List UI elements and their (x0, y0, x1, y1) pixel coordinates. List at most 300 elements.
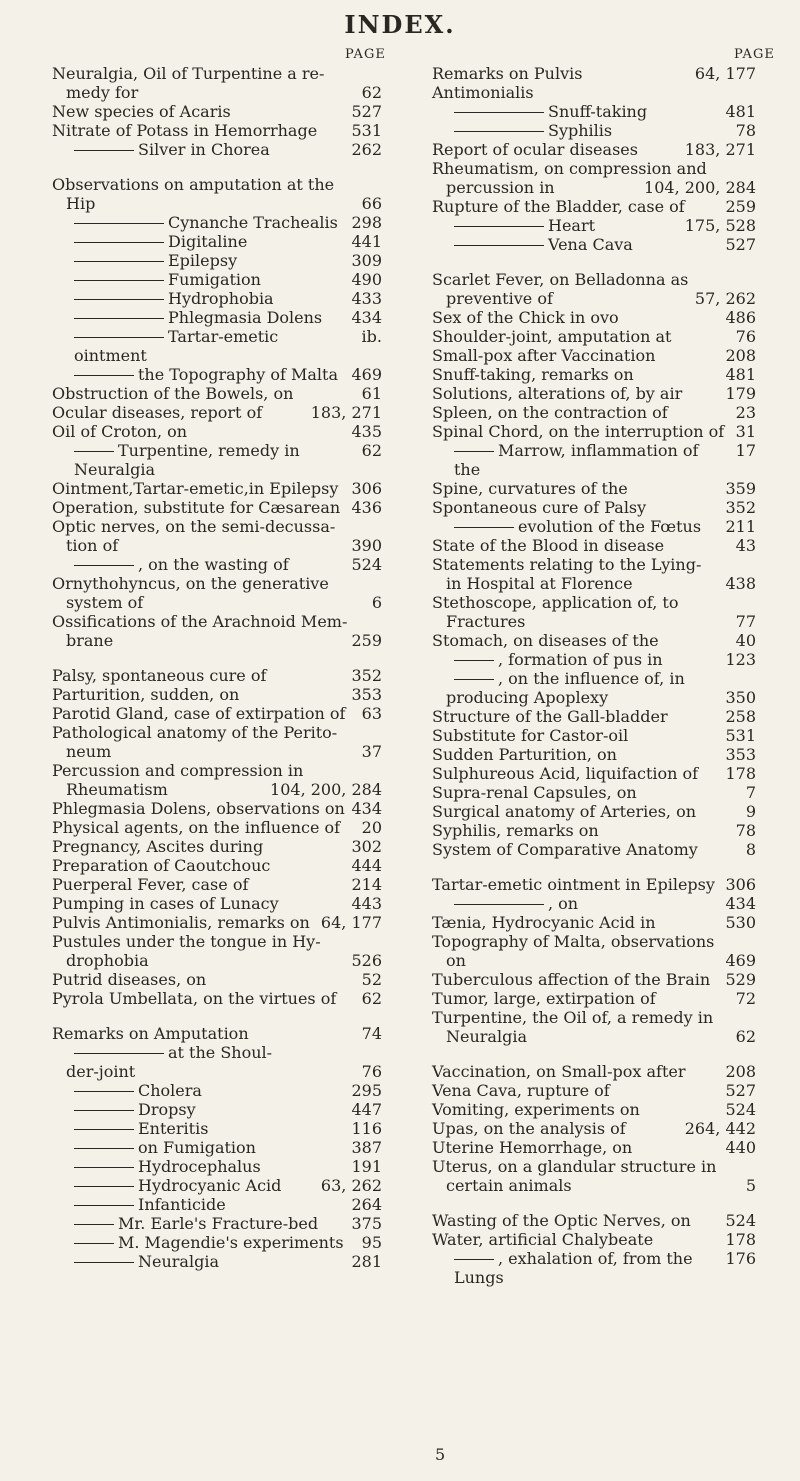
index-entry (432, 422, 756, 441)
entry-label: Topography of Malta, observations (432, 932, 715, 951)
entry-label: Pathological anatomy of the Perito- (52, 723, 338, 742)
entry-page-number: 52 (361, 970, 382, 989)
entry-text (432, 441, 730, 479)
ditto-rule (74, 1110, 134, 1111)
index-entry (52, 894, 382, 913)
ditto-rule (74, 1053, 164, 1054)
entry-text (432, 308, 719, 327)
index-entry (432, 64, 756, 102)
entry-label: Substitute for Castor-oil (432, 726, 629, 745)
entry-page-number: 486 (725, 308, 756, 327)
entry-text (432, 669, 756, 688)
index-entry (432, 970, 756, 989)
entry-text (52, 631, 345, 650)
entry-page-number: 490 (351, 270, 382, 289)
entry-text (432, 178, 638, 197)
entry-text (432, 1062, 719, 1081)
entry-text (432, 1138, 719, 1157)
entry-page-number: 526 (351, 951, 382, 970)
entry-label: Hydrocephalus (138, 1157, 261, 1176)
entry-page-number: 31 (735, 422, 756, 441)
entry-page-number: 178 (725, 1230, 756, 1249)
entry-page-number: 350 (725, 688, 756, 707)
index-entry (52, 102, 382, 121)
entry-label: Surgical anatomy of Arteries, on (432, 802, 697, 821)
entry-label: Ocular diseases, report of (52, 403, 263, 422)
ditto-rule (454, 131, 544, 132)
entry-text (52, 64, 382, 83)
entry-text (432, 802, 740, 821)
entry-text (432, 1008, 756, 1027)
index-entry (432, 726, 756, 745)
entry-label: Small-pox after Vaccination (432, 346, 656, 365)
ditto-rule (454, 245, 544, 246)
entry-label: , on (548, 894, 579, 913)
entry-text (432, 612, 730, 631)
entry-page-number: ib. (361, 327, 382, 346)
ditto-rule (74, 565, 134, 566)
ditto-rule (454, 226, 544, 227)
entry-page-number: 298 (351, 213, 382, 232)
index-entry (432, 140, 756, 159)
entry-page-number: 527 (725, 1081, 756, 1100)
entry-label: Vomiting, experiments on (432, 1100, 640, 1119)
entry-label: Report of ocular diseases (432, 140, 638, 159)
entry-text (52, 761, 382, 780)
ditto-rule (74, 1243, 114, 1244)
entry-text (432, 327, 730, 346)
entry-text (52, 194, 356, 213)
entry-text (432, 593, 756, 612)
index-entry (432, 1211, 756, 1230)
entry-label: System of Comparative Anatomy (432, 840, 698, 859)
entry-text (52, 1252, 345, 1271)
index-entry (432, 802, 756, 821)
section-gap (432, 1046, 756, 1062)
entry-label: Hip (66, 194, 96, 213)
index-entry (52, 1233, 382, 1252)
entry-page-number: 262 (351, 140, 382, 159)
entry-label: Observations on amputation at the (52, 175, 335, 194)
index-entry (52, 913, 382, 932)
right-index-column (432, 64, 756, 1287)
entry-text (52, 536, 345, 555)
entry-text (52, 1081, 345, 1100)
entry-label: Pregnancy, Ascites during (52, 837, 264, 856)
ditto-rule (74, 1186, 134, 1187)
index-entry (52, 441, 382, 479)
entry-label: Obstruction of the Bowels, on (52, 384, 294, 403)
entry-text (432, 726, 719, 745)
entry-text (52, 1119, 345, 1138)
entry-label: producing Apoplexy (446, 688, 609, 707)
entry-text (432, 197, 719, 216)
ditto-rule (454, 904, 544, 905)
index-entry (52, 251, 382, 270)
footer-page-number: 5 (435, 1445, 446, 1464)
ditto-rule (74, 1205, 134, 1206)
entry-label: Ossifications of the Arachnoid Mem- (52, 612, 348, 631)
entry-page-number: 176 (725, 1249, 756, 1268)
index-entry (52, 631, 382, 650)
entry-text (52, 384, 356, 403)
index-entry (52, 64, 382, 83)
entry-text (432, 403, 730, 422)
entry-label: Pustules under the tongue in Hy- (52, 932, 321, 951)
index-entry (432, 875, 756, 894)
index-entry (52, 856, 382, 875)
entry-page-number: 37 (361, 742, 382, 761)
index-entry (52, 1062, 382, 1081)
index-entry (52, 761, 382, 780)
entry-page-number: 434 (351, 308, 382, 327)
entry-text (52, 213, 345, 232)
index-entry (52, 1157, 382, 1176)
index-entry (52, 574, 382, 593)
entry-text (432, 989, 730, 1008)
entry-page-number: 447 (351, 1100, 382, 1119)
ditto-rule (74, 261, 164, 262)
entry-label: Rheumatism, on compression and (432, 159, 707, 178)
entry-text (432, 1157, 756, 1176)
entry-label: Tartar-emetic ointment (74, 327, 279, 365)
entry-text (432, 1176, 740, 1195)
entry-page-number: 78 (735, 121, 756, 140)
entry-text (432, 1027, 730, 1046)
entry-label: Syphilis (548, 121, 613, 140)
entry-label: tion of (66, 536, 119, 555)
index-entry (52, 704, 382, 723)
entry-label: Phlegmasia Dolens, observations on (52, 799, 345, 818)
right-column-header: PAGE (734, 47, 775, 62)
index-entry (432, 688, 756, 707)
entry-page-number: 434 (725, 894, 756, 913)
entry-page-number: 183, 271 (684, 140, 756, 159)
entry-text (52, 422, 345, 441)
entry-label: Operation, substitute for Cæsarean (52, 498, 341, 517)
index-entry (52, 723, 382, 742)
entry-page-number: 23 (735, 403, 756, 422)
index-entry (52, 140, 382, 159)
entry-label: Hydrocyanic Acid (138, 1176, 282, 1195)
entry-label: Percussion and compression in (52, 761, 304, 780)
entry-label: in Hospital at Florence (446, 574, 633, 593)
ditto-rule (454, 527, 514, 528)
index-entry (432, 840, 756, 859)
entry-page-number: 264, 442 (684, 1119, 756, 1138)
entry-page-number: 524 (725, 1211, 756, 1230)
index-entry (432, 1176, 756, 1195)
index-entry (432, 574, 756, 593)
entry-page-number: 7 (745, 783, 756, 802)
entry-page-number: 76 (735, 327, 756, 346)
index-entry (432, 197, 756, 216)
entry-label: Uterus, on a glandular structure in (432, 1157, 717, 1176)
page-title: INDEX. (344, 10, 456, 39)
entry-label: Remarks on Amputation (52, 1024, 249, 1043)
ditto-rule (74, 375, 134, 376)
entry-text (432, 140, 679, 159)
entry-page-number: 77 (735, 612, 756, 631)
entry-page-number: 524 (725, 1100, 756, 1119)
index-entry (52, 780, 382, 799)
entry-page-number: 64, 177 (694, 64, 756, 83)
entry-text (432, 875, 719, 894)
entry-label: Epilepsy (168, 251, 238, 270)
ditto-rule (74, 299, 164, 300)
entry-page-number: 78 (735, 821, 756, 840)
index-entry (432, 384, 756, 403)
entry-label: Pyrola Umbellata, on the virtues of (52, 989, 337, 1008)
entry-text (52, 517, 382, 536)
index-entry (432, 951, 756, 970)
index-entry (432, 178, 756, 197)
entry-text (52, 1138, 345, 1157)
entry-page-number: 295 (351, 1081, 382, 1100)
index-entry (52, 1214, 382, 1233)
entry-page-number: 104, 200, 284 (644, 178, 756, 197)
entry-text (52, 837, 345, 856)
entry-label: Pumping in cases of Lunacy (52, 894, 279, 913)
entry-label: New species of Acaris (52, 102, 231, 121)
entry-page-number: 481 (725, 365, 756, 384)
entry-page-number: 63 (361, 704, 382, 723)
index-entry (432, 1100, 756, 1119)
entry-page-number: 390 (351, 536, 382, 555)
index-entry (52, 327, 382, 365)
index-entry (432, 479, 756, 498)
entry-label: certain animals (446, 1176, 572, 1195)
index-entry (52, 121, 382, 140)
index-entry (52, 1024, 382, 1043)
entry-text (52, 970, 356, 989)
entry-text (432, 498, 719, 517)
index-entry (52, 289, 382, 308)
entry-text (432, 365, 719, 384)
entry-text (52, 574, 382, 593)
index-entry (432, 270, 756, 289)
index-entry (52, 685, 382, 704)
index-entry (432, 121, 756, 140)
entry-page-number: 40 (735, 631, 756, 650)
entry-text (52, 913, 315, 932)
entry-text (52, 251, 345, 270)
entry-text (432, 745, 719, 764)
entry-text (52, 704, 356, 723)
entry-page-number: 352 (725, 498, 756, 517)
entry-text (52, 140, 345, 159)
entry-page-number: 530 (725, 913, 756, 932)
entry-page-number: 208 (725, 1062, 756, 1081)
entry-label: Wasting of the Optic Nerves, on (432, 1211, 691, 1230)
entry-text (52, 1024, 356, 1043)
index-entry (432, 441, 756, 479)
entry-label: Parotid Gland, case of extirpation of (52, 704, 346, 723)
entry-label: Tuberculous affection of the Brain (432, 970, 711, 989)
entry-text (52, 989, 356, 1008)
entry-page-number: 259 (351, 631, 382, 650)
entry-page-number: 531 (725, 726, 756, 745)
entry-label: Silver in Chorea (138, 140, 270, 159)
entry-text (52, 856, 345, 875)
entry-text (52, 327, 356, 365)
section-gap (52, 1008, 382, 1024)
entry-page-number: 211 (725, 517, 756, 536)
entry-text (432, 346, 719, 365)
entry-page-number: 62 (735, 1027, 756, 1046)
index-entry (52, 175, 382, 194)
entry-label: Fractures (446, 612, 526, 631)
entry-text (52, 723, 382, 742)
entry-label: Ointment,Tartar-emetic,in Epilepsy (52, 479, 339, 498)
entry-text (432, 688, 719, 707)
entry-label: Oil of Croton, on (52, 422, 188, 441)
entry-text (52, 666, 345, 685)
index-entry (432, 1027, 756, 1046)
entry-text (52, 612, 382, 631)
index-entry (52, 517, 382, 536)
entry-label: Snuff-taking, remarks on (432, 365, 634, 384)
entry-label: Spontaneous cure of Palsy (432, 498, 647, 517)
entry-label: Pulvis Antimonialis, remarks on (52, 913, 310, 932)
index-entry (432, 989, 756, 1008)
entry-label: Spleen, on the contraction of (432, 403, 668, 422)
entry-text (52, 1233, 356, 1252)
entry-label: Cholera (138, 1081, 202, 1100)
entry-label: Putrid diseases, on (52, 970, 207, 989)
index-entry (432, 1249, 756, 1287)
index-entry (52, 666, 382, 685)
entry-page-number: 74 (361, 1024, 382, 1043)
entry-text (432, 384, 719, 403)
index-entry (52, 799, 382, 818)
entry-page-number: 375 (351, 1214, 382, 1233)
ditto-rule (74, 280, 164, 281)
index-entry (432, 707, 756, 726)
index-entry (52, 1100, 382, 1119)
entry-label: Rheumatism (66, 780, 168, 799)
entry-label: Statements relating to the Lying- (432, 555, 702, 574)
entry-text (52, 308, 345, 327)
index-entry (52, 1081, 382, 1100)
index-entry (432, 308, 756, 327)
entry-page-number: 123 (725, 650, 756, 669)
entry-text (52, 685, 345, 704)
entry-page-number: 72 (735, 989, 756, 1008)
entry-page-number: 258 (725, 707, 756, 726)
entry-label: Solutions, alterations of, by air (432, 384, 683, 403)
index-entry (52, 213, 382, 232)
entry-text (52, 403, 305, 422)
index-entry (52, 989, 382, 1008)
entry-text (52, 951, 345, 970)
entry-text (432, 764, 719, 783)
entry-page-number: 64, 177 (320, 913, 382, 932)
entry-text (432, 840, 740, 859)
entry-text (52, 270, 345, 289)
entry-text (432, 102, 719, 121)
entry-text (432, 932, 756, 951)
entry-page-number: 95 (361, 1233, 382, 1252)
entry-label: Supra-renal Capsules, on (432, 783, 637, 802)
index-entry (432, 1230, 756, 1249)
entry-page-number: 62 (361, 989, 382, 1008)
ditto-rule (74, 337, 164, 338)
index-entry (432, 913, 756, 932)
entry-page-number: 469 (351, 365, 382, 384)
entry-label: Stomach, on diseases of the (432, 631, 659, 650)
entry-page-number: 387 (351, 1138, 382, 1157)
entry-label: Optic nerves, on the semi-decussa- (52, 517, 336, 536)
entry-label: at the Shoul- (168, 1043, 273, 1062)
entry-text (52, 365, 345, 384)
index-entry (432, 1157, 756, 1176)
index-entry (432, 932, 756, 951)
entry-label: Tumor, large, extirpation of (432, 989, 656, 1008)
entry-label: Marrow, inflammation of the (454, 441, 699, 479)
entry-page-number: 527 (725, 235, 756, 254)
entry-label: Sudden Parturition, on (432, 745, 617, 764)
entry-page-number: 6 (371, 593, 382, 612)
ditto-rule (74, 1148, 134, 1149)
index-entry (52, 818, 382, 837)
entry-page-number: 352 (351, 666, 382, 685)
entry-page-number: 441 (351, 232, 382, 251)
index-entry (432, 1062, 756, 1081)
entry-label: Scarlet Fever, on Belladonna as (432, 270, 689, 289)
entry-page-number: 281 (351, 1252, 382, 1271)
entry-label: Phlegmasia Dolens (168, 308, 323, 327)
left-index-column (52, 64, 382, 1271)
entry-label: percussion in (446, 178, 555, 197)
entry-label: Vena Cava (548, 235, 633, 254)
entry-label: Spine, curvatures of the (432, 479, 628, 498)
entry-label: Shoulder-joint, amputation at (432, 327, 672, 346)
entry-label: Nitrate of Potass in Hemorrhage (52, 121, 318, 140)
entry-page-number: 433 (351, 289, 382, 308)
entry-label: neum (66, 742, 112, 761)
index-entry (432, 1138, 756, 1157)
entry-text (432, 159, 756, 178)
section-gap (432, 254, 756, 270)
entry-text (52, 1043, 382, 1062)
entry-text (432, 121, 730, 140)
entry-text (52, 1157, 345, 1176)
entry-label: Turpentine, remedy in Neuralgia (74, 441, 300, 479)
entry-text (52, 83, 356, 102)
entry-page-number: 359 (725, 479, 756, 498)
entry-text (432, 555, 756, 574)
section-gap (52, 650, 382, 666)
entry-label: , formation of pus in (498, 650, 663, 669)
entry-page-number: 531 (351, 121, 382, 140)
index-entry (52, 1138, 382, 1157)
index-entry (52, 970, 382, 989)
entry-text (432, 289, 689, 308)
entry-text (432, 783, 740, 802)
entry-page-number: 208 (725, 346, 756, 365)
ditto-rule (74, 1167, 134, 1168)
entry-page-number: 259 (725, 197, 756, 216)
section-gap (432, 859, 756, 875)
index-entry (432, 821, 756, 840)
entry-text (52, 232, 345, 251)
entry-text (432, 894, 719, 913)
entry-label: Puerperal Fever, case of (52, 875, 249, 894)
index-entry (52, 479, 382, 498)
entry-page-number: 436 (351, 498, 382, 517)
entry-text (52, 932, 382, 951)
